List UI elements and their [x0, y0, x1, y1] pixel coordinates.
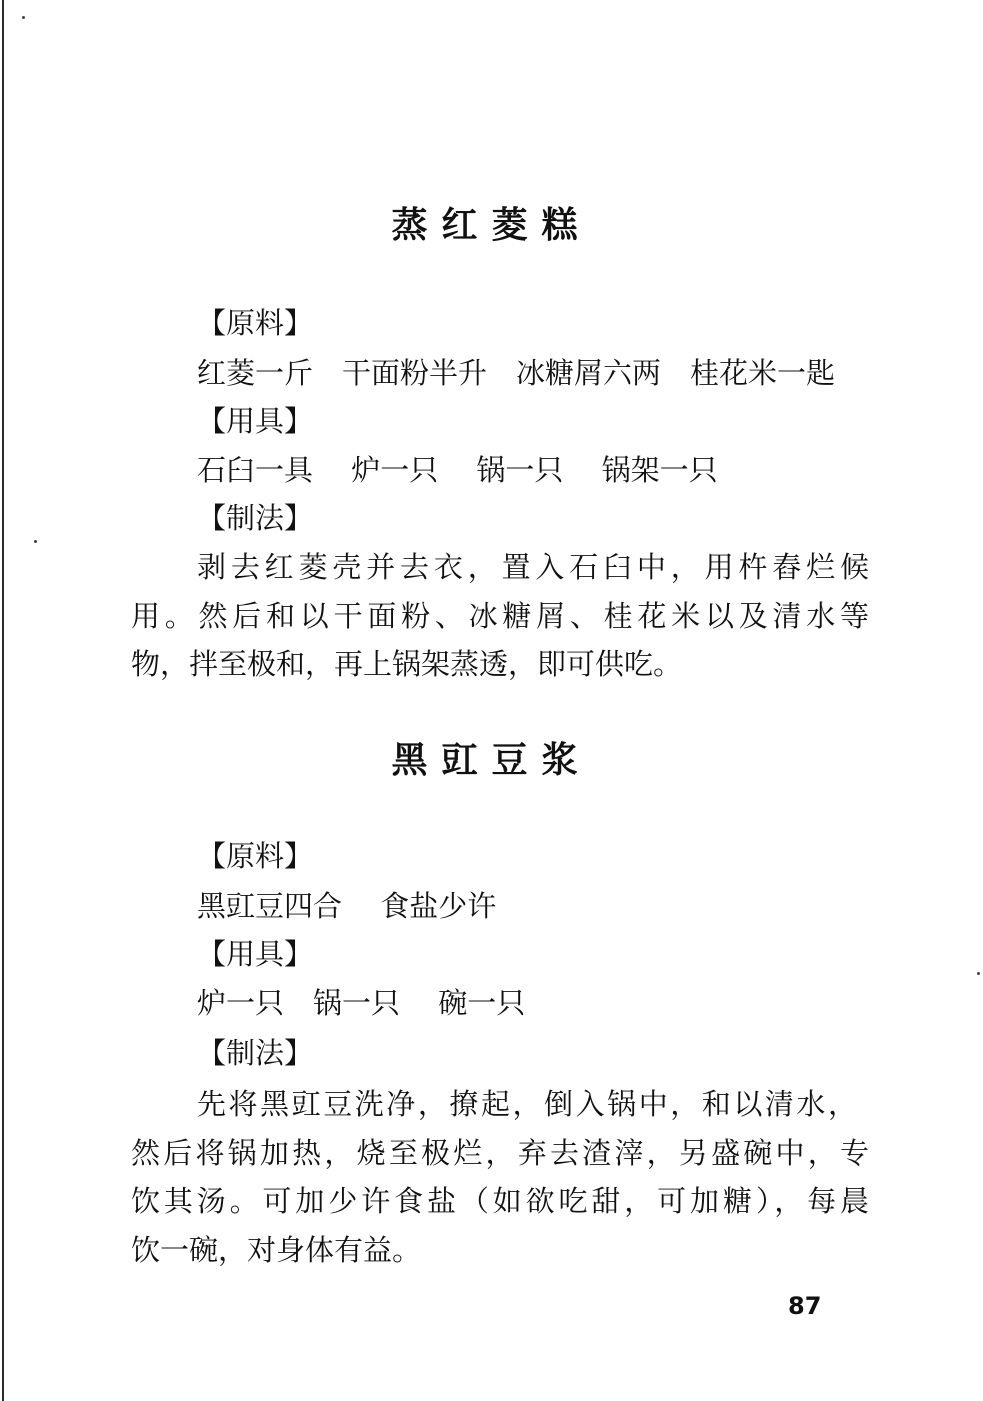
scan-speck — [34, 540, 37, 543]
tools-heading: 【用具】 — [197, 937, 314, 971]
method-heading: 【制法】 — [197, 1036, 314, 1070]
scan-speck — [22, 16, 25, 19]
method-line: 剥去红菱壳并去衣，置入石臼中，用杵舂烂候 — [197, 550, 869, 584]
scan-speck — [977, 972, 980, 975]
ingredients-heading: 【原料】 — [197, 306, 314, 340]
page-number: 87 — [788, 1292, 822, 1320]
ingredients-text: 红菱一斤 干面粉半升 冰糖屑六两 桂花米一匙 — [197, 356, 836, 390]
tools-text: 石臼一具 炉一只 锅一只 锅架一只 — [197, 453, 718, 487]
method-line: 饮其汤。可加少许食盐（如欲吃甜，可加糖），每晨 — [131, 1184, 869, 1218]
method-line: 用。然后和以干面粉、冰糖屑、桂花米以及清水等 — [131, 599, 869, 633]
ingredients-text: 黑豇豆四合 食盐少许 — [197, 889, 497, 923]
ingredients-heading: 【原料】 — [197, 839, 314, 873]
recipe-title: 蒸红菱糕 — [391, 205, 592, 246]
method-line: 物，拌至极和，再上锅架蒸透，即可供吃。 — [131, 647, 683, 681]
tools-text: 炉一只 锅一只 碗一只 — [197, 986, 526, 1020]
method-heading: 【制法】 — [197, 501, 314, 535]
recipe-title: 黑豇豆浆 — [391, 740, 592, 781]
tools-heading: 【用具】 — [197, 404, 314, 438]
method-line: 然后将锅加热，烧至极烂，弃去渣滓，另盛碗中，专 — [131, 1136, 869, 1170]
method-line: 先将黑豇豆洗净，撩起，倒入锅中，和以清水， — [197, 1087, 857, 1121]
method-line: 饮一碗，对身体有益。 — [131, 1233, 422, 1267]
